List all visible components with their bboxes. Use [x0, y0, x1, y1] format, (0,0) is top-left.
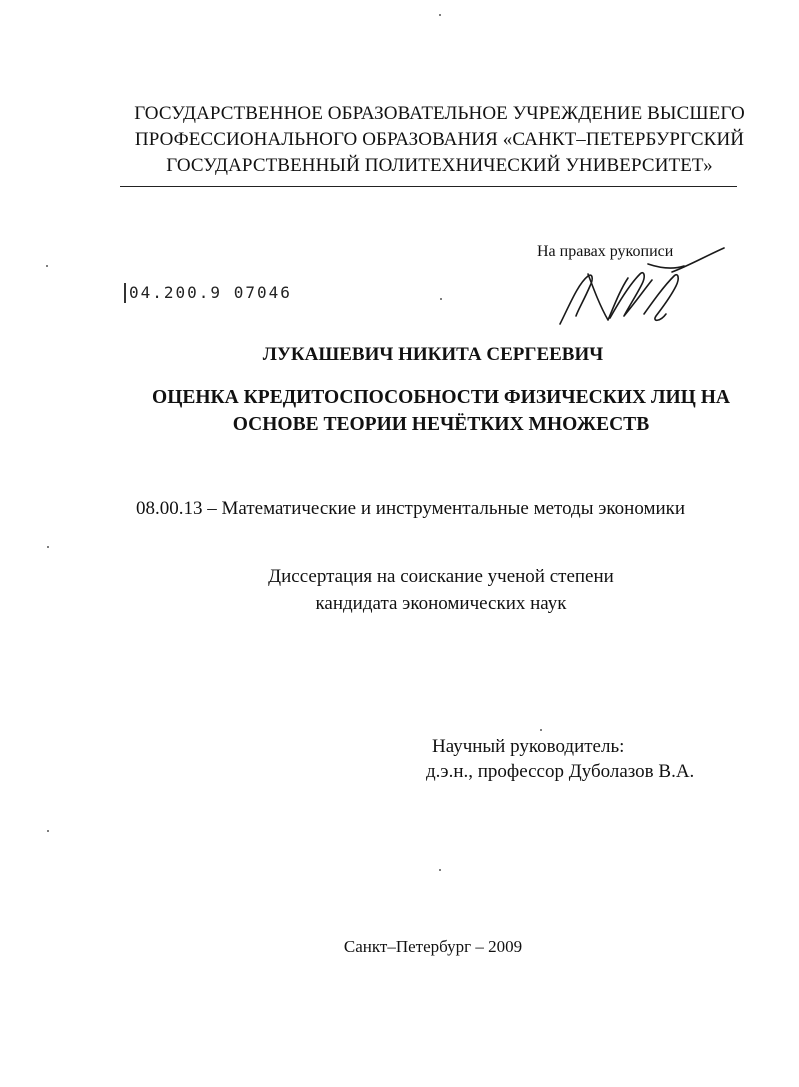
scan-speck [47, 546, 49, 548]
scan-speck [439, 869, 441, 871]
manuscript-note: На правах рукописи [537, 243, 674, 260]
city-year: Санкт–Петербург – 2009 [343, 937, 523, 956]
scan-speck [46, 265, 48, 267]
advisor-label: Научный руководитель: [432, 736, 625, 757]
registration-stamp-number: 04.200.9 07046 [124, 283, 292, 303]
dissertation-title-line-2: ОСНОВЕ ТЕОРИИ НЕЧЁТКИХ МНОЖЕСТВ [232, 414, 650, 435]
institution-line-2: ПРОФЕССИОНАЛЬНОГО ОБРАЗОВАНИЯ «САНКТ–ПЕТЕРБУРГСКИЙ [134, 129, 745, 150]
scan-speck [540, 729, 542, 731]
dissertation-title-line-1: ОЦЕНКА КРЕДИТОСПОСОБНОСТИ ФИЗИЧЕСКИХ ЛИЦ НА [152, 387, 730, 408]
degree-line-1: Диссертация на соискание ученой степени [268, 566, 614, 587]
degree-line-2: кандидата экономических наук [315, 593, 567, 614]
header-divider [120, 186, 737, 187]
scan-speck [439, 14, 441, 16]
institution-line-3: ГОСУДАРСТВЕННЫЙ ПОЛИТЕХНИЧЕСКИЙ УНИВЕРСИТЕТ» [166, 155, 713, 176]
specialty-code: 08.00.13 – Математические и инструментальные методы экономики [136, 498, 686, 519]
scan-speck [47, 830, 49, 832]
author-name: ЛУКАШЕВИЧ НИКИТА СЕРГЕЕВИЧ [262, 344, 604, 365]
institution-line-1: ГОСУДАРСТВЕННОЕ ОБРАЗОВАТЕЛЬНОЕ УЧРЕЖДЕНИЕ ВЫСШЕГО [134, 103, 745, 124]
signature [548, 244, 728, 330]
advisor-name: д.э.н., профессор Дуболазов В.А. [426, 761, 695, 782]
scan-speck [440, 298, 442, 300]
